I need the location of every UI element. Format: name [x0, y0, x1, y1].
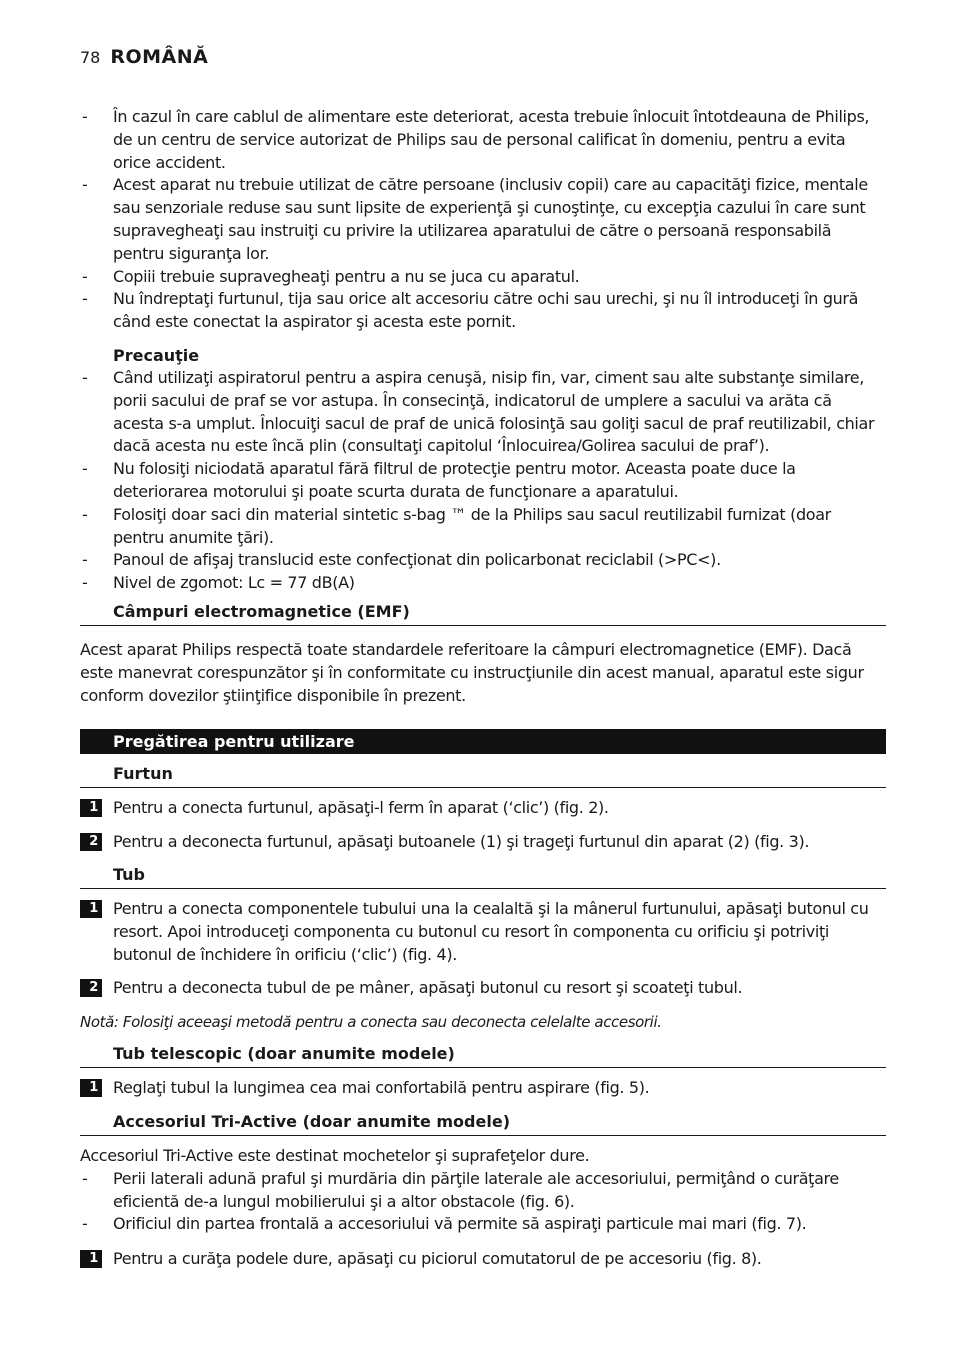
triactive-item: - Orificiul din partea frontală a accesoriului vă permite să aspiraţi particule mai mari (fig. 7). — [82, 1214, 807, 1234]
triactive-intro: Accesoriul Tri-Active este destinat mochetelor şi suprafeţelor dure. — [80, 1145, 590, 1165]
hose-heading: Furtun — [80, 763, 886, 788]
tube-step: 2 Pentru a deconecta tubul de pe mâner, apăsaţi butonul cu resort şi scoateţi tubul. — [80, 977, 886, 1000]
caution-item: - Panoul de afişaj translucid este confecţionat din policarbonat reciclabil (>PC<). — [82, 550, 721, 570]
hose-step: 1 Pentru a conecta furtunul, apăsaţi-l ferm în aparat (‘clic’) (fig. 2). — [80, 797, 886, 820]
tube-heading: Tub — [80, 864, 886, 889]
hose-step: 2 Pentru a deconecta furtunul, apăsaţi butoanele (1) şi trageţi furtunul din aparat (2) (fig. 3). — [80, 831, 886, 854]
telescopic-step: 1 Reglaţi tubul la lungimea cea mai confortabilă pentru aspirare (fig. 5). — [80, 1077, 886, 1100]
warning-item: - Copiii trebuie supravegheaţi pentru a nu se juca cu aparatul. — [82, 266, 580, 286]
caution-item: - Când utilizaţi aspiratorul pentru a aspira cenuşă, nisip fin, var, ciment sau alte substanţe similare, porii sacului de praf se vor astupa. În consecinţă, indicatorul de umplere a sacului va arăta că acesta s-a umplut. Înlocuiţi sacul de praf de unică folosinţă sau goliţi sacul de praf reutilizabil, chiar dacă acesta nu este încă plin (consultaţi capitolul ‘Înlocuirea/Golirea sacului de praf’). — [82, 367, 875, 456]
caution-heading: Precauţie — [113, 345, 200, 365]
warning-item: - Nu îndreptaţi furtunul, tija sau orice alt accesoriu către ochi sau urechi, şi nu îl introduceţi în gură când este conectat la aspirator şi acesta este pornit. — [82, 289, 859, 332]
tube-note: Notă: Folosiţi aceeaşi metodă pentru a conecta sau deconecta celelalte accesorii. — [80, 1013, 662, 1032]
triactive-item: - Perii laterali adună praful şi murdăria din părţile laterale ale accesoriului, permiţând o curăţare eficientă de-a lungul mobilierului şi a altor obstacole (fig. 6). — [82, 1168, 839, 1211]
page-content — [80, 106, 886, 1271]
caution-list — [80, 367, 886, 595]
warning-item: - Acest aparat nu trebuie utilizat de către persoane (inclusiv copii) care au capacităţi fizice, mentale sau senzoriale reduse sau sunt lipsite de experienţă şi cunoştinţe, cu excepţia cazului în care sunt supravegheaţi sau instruiţi cu privire la utilizarea aparatului de către o persoană responsabilă pentru siguranţa lor. — [82, 175, 868, 263]
tube-step: 1 Pentru a conecta componentele tubului una la cealaltă şi la mânerul furtunului, apăsaţi butonul cu resort. Apoi introduceţi componenta cu butonul cu resort în componenta cu orificiu şi potriviţi butonul de închidere în orificiu (‘clic’) (fig. 4). — [80, 898, 886, 966]
language-title: ROMÂNĂ — [110, 46, 209, 68]
warning-list — [80, 106, 886, 334]
step-number: 1 — [80, 1079, 102, 1097]
emf-heading: Câmpuri electromagnetice (EMF) — [80, 601, 886, 626]
triactive-heading: Accesoriul Tri-Active (doar anumite modele) — [80, 1111, 886, 1136]
step-number: 1 — [80, 900, 102, 918]
triactive-step: 1 Pentru a curăţa podele dure, apăsaţi cu piciorul comutatorul de pe accesoriu (fig. 8). — [80, 1248, 886, 1271]
page-header — [80, 46, 208, 76]
step-number: 2 — [80, 979, 102, 997]
page-number: 78 — [80, 48, 101, 67]
caution-item: - Folosiţi doar saci din material sintetic s-bag ™ de la Philips sau sacul reutilizabil furnizat (doar pentru anumite ţări). — [82, 504, 831, 547]
emf-paragraph: Acest aparat Philips respectă toate standardele referitoare la câmpuri electromagnetice (EMF). Dacă este manevrat corespunzător şi în conformitate cu instrucţiunile din acest manual, aparatul este sigur conform dovezilor ştiinţifice disponibile în prezent. — [80, 639, 864, 705]
triactive-list — [80, 1168, 886, 1236]
step-number: 2 — [80, 833, 102, 851]
warning-item: - În cazul în care cablul de alimentare este deteriorat, acesta trebuie înlocuit întotdeauna de Philips, de un centru de service autorizat de Philips sau de personal calificat în domeniu, pentru a evita orice accident. — [82, 107, 870, 172]
caution-item: - Nivel de zgomot: Lc = 77 dB(A) — [82, 573, 355, 593]
section-heading-preparing: Pregătirea pentru utilizare — [80, 729, 886, 754]
step-number: 1 — [80, 1250, 102, 1268]
step-number: 1 — [80, 799, 102, 817]
caution-item: - Nu folosiţi niciodată aparatul fără filtrul de protecţie pentru motor. Aceasta poate duce la deteriorarea motorului şi poate scurta durata de funcţionare a aparatului. — [82, 459, 796, 501]
telescopic-heading: Tub telescopic (doar anumite modele) — [80, 1043, 886, 1068]
